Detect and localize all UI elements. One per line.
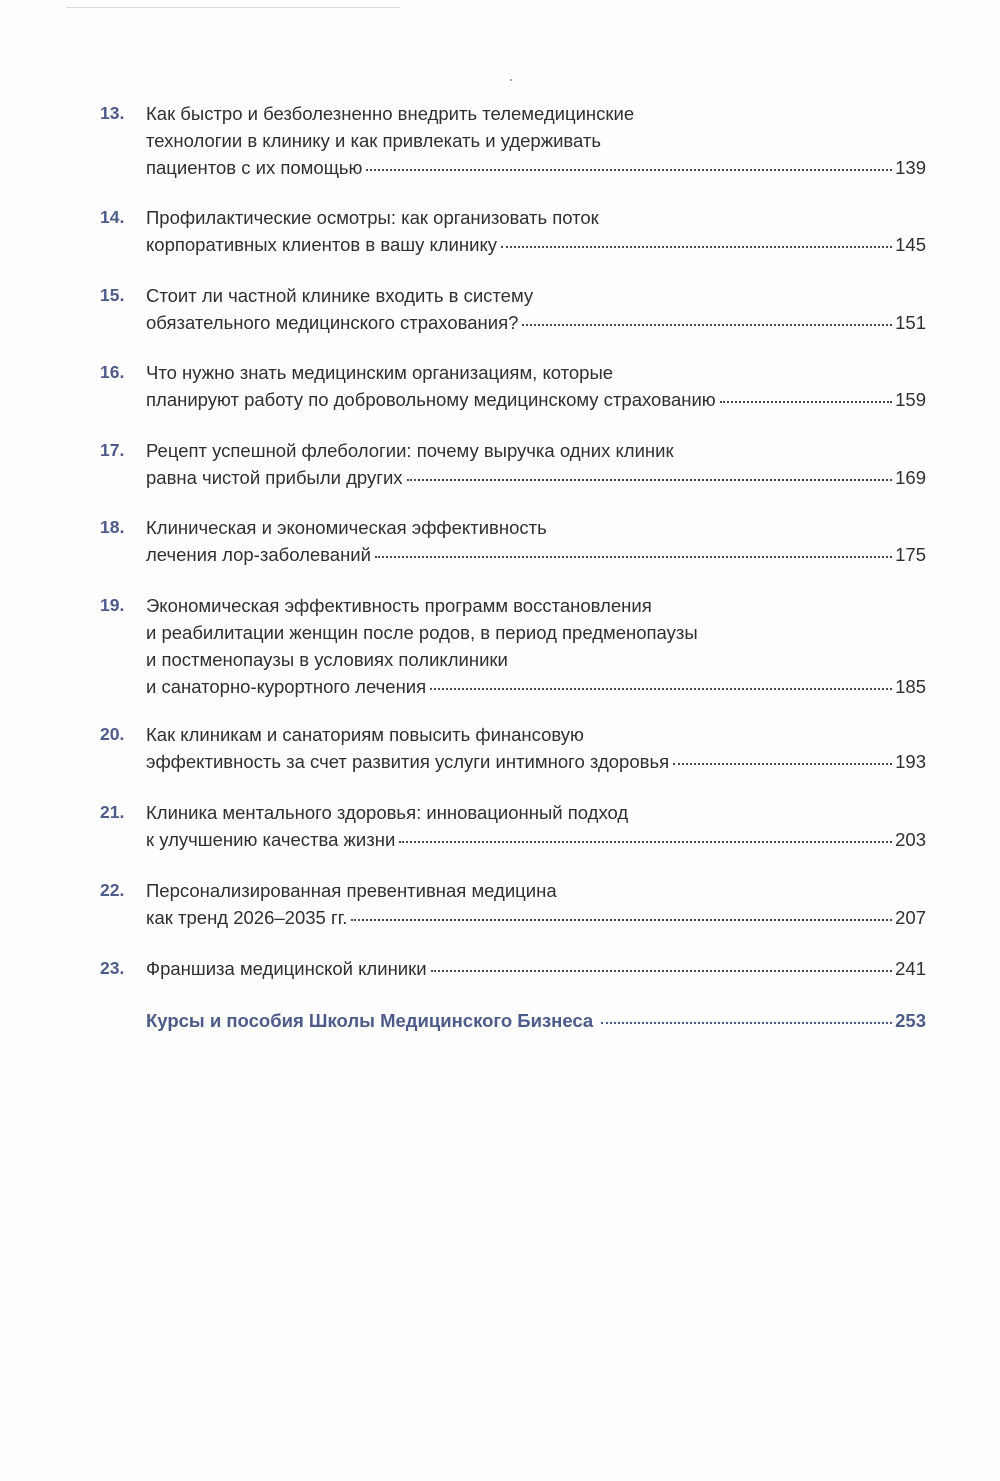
entry-last-line <box>146 464 926 491</box>
page-number: 169 <box>895 467 926 488</box>
entry-title-line: к улучшению качества жизни <box>146 829 396 850</box>
entry-last-line <box>146 154 926 181</box>
entry-title-line: обязательного медицинского страхования? <box>146 312 519 333</box>
entry-number: 15. <box>100 285 125 305</box>
page-number: 193 <box>895 751 926 772</box>
entry-title-line: и постменопаузы в условиях поликлиники <box>146 649 508 670</box>
top-rule <box>66 7 400 8</box>
entry-title-line: Экономическая эффективность программ восстановления <box>146 595 652 616</box>
dot-leader <box>399 841 892 843</box>
entry-last-line <box>146 231 926 258</box>
dot-leader <box>720 401 892 403</box>
dot-leader <box>673 763 892 765</box>
dot-leader <box>351 919 892 921</box>
entry-title-line: Франшиза медицинской клиники <box>146 958 427 979</box>
entry-title-line: лечения лор-заболеваний <box>146 544 371 565</box>
entry-number: 18. <box>100 517 125 537</box>
entry-title-line: Как клиникам и санаториям повысить финансовую <box>146 724 584 745</box>
dot-leader <box>431 970 893 972</box>
entry-title-line: Рецепт успешной флебологии: почему выручка одних клиник <box>146 440 674 461</box>
page-number: 159 <box>895 389 926 410</box>
dot-leader <box>601 1022 892 1024</box>
entry-title-line: и санаторно-курортного лечения <box>146 676 427 697</box>
entry-title-line: Персонализированная превентивная медицина <box>146 880 557 901</box>
entry-number: 21. <box>100 802 125 822</box>
entry-last-line <box>146 541 926 568</box>
entry-number: 14. <box>100 207 125 227</box>
entry-last-line <box>146 904 926 931</box>
entry-number: 13. <box>100 103 125 123</box>
entry-title-line: Клиническая и экономическая эффективность <box>146 517 547 538</box>
entry-title-line: пациентов с их помощью <box>146 157 363 178</box>
entry-title-line: технологии в клинику и как привлекать и удерживать <box>146 130 602 151</box>
dot-leader <box>430 688 892 690</box>
entry-title-line: Клиника ментального здоровья: инновационный подход <box>146 802 629 823</box>
entry-title-line: равна чистой прибыли других <box>146 467 403 488</box>
page-number: 253 <box>895 1010 926 1031</box>
page-number: 241 <box>895 958 926 979</box>
page-number: 203 <box>895 829 926 850</box>
entry-last-line <box>146 673 926 700</box>
entry-number: 16. <box>100 362 125 382</box>
page-number: 207 <box>895 907 926 928</box>
entry-number: 19. <box>100 595 125 615</box>
entry-title-line: планируют работу по добровольному медицинскому страхованию <box>146 389 716 410</box>
entry-last-line <box>146 309 926 336</box>
dot-leader <box>501 246 892 248</box>
dot-leader <box>375 556 892 558</box>
entry-title-line: Как быстро и безболезненно внедрить телемедицинские <box>146 103 635 124</box>
entry-last-line <box>146 748 926 775</box>
entry-number: 17. <box>100 440 125 460</box>
entry-title-line: Профилактические осмотры: как организовать поток <box>146 207 599 228</box>
dot-leader <box>366 169 892 171</box>
entry-last-line <box>146 955 926 982</box>
entry-title-line: корпоративных клиентов в вашу клинику <box>146 234 497 255</box>
page-number: 185 <box>895 676 926 697</box>
page-number: 175 <box>895 544 926 565</box>
entry-last-line <box>146 826 926 853</box>
dot-leader <box>522 324 892 326</box>
entry-title-line: как тренд 2026–2035 гг. <box>146 907 348 928</box>
entry-number: 23. <box>100 958 125 978</box>
entry-title-line: эффективность за счет развития услуги интимного здоровья <box>146 751 670 772</box>
dot-leader <box>407 479 893 481</box>
toc-entry-courses[interactable] <box>146 1007 926 1034</box>
page-number: 139 <box>895 157 926 178</box>
page-number: 151 <box>895 312 926 333</box>
entry-title-line: Что нужно знать медицинским организациям, которые <box>146 362 614 383</box>
entry-last-line <box>146 386 926 413</box>
entry-title-line: и реабилитации женщин после родов, в период предменопаузы <box>146 622 698 643</box>
entry-number: 20. <box>100 724 125 744</box>
page-number: 145 <box>895 234 926 255</box>
final-entry-title: Курсы и пособия Школы Медицинского Бизнеса <box>146 1010 594 1031</box>
entry-title-line: Стоит ли частной клинике входить в систему <box>146 285 534 306</box>
entry-number: 22. <box>100 880 125 900</box>
page-speck <box>510 79 512 81</box>
